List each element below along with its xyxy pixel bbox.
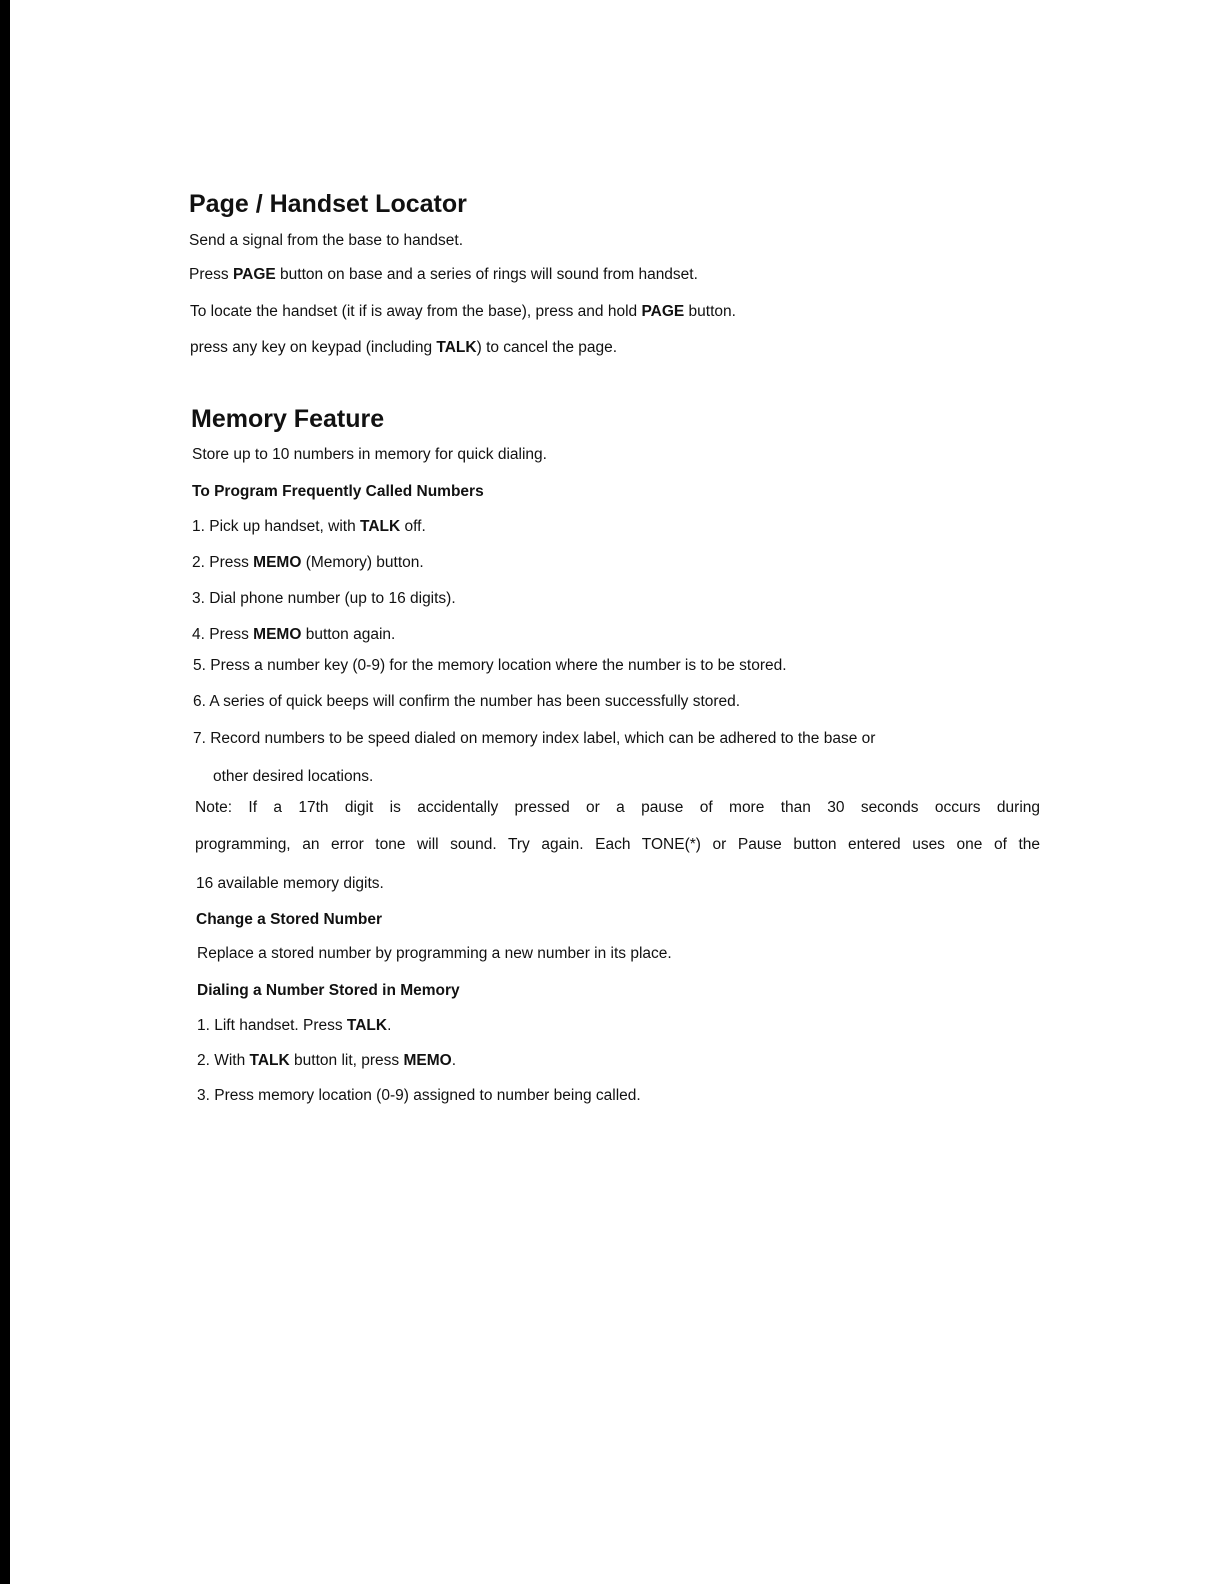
page-locator-line-4: press any key on keypad (including TALK) to cancel the page. [190, 339, 618, 356]
subheading-program-numbers: To Program Frequently Called Numbers [192, 483, 484, 500]
program-step-5: 5. Press a number key (0-9) for the memory location where the number is to be stored. [193, 657, 787, 674]
note-line-2: programming, an error tone will sound. Try again. Each TONE(*) or Pause button entered uses one of the [195, 836, 1040, 853]
program-step-3: 3. Dial phone number (up to 16 digits). [192, 590, 456, 607]
subheading-change-number: Change a Stored Number [196, 911, 383, 928]
page-locator-line-1: Send a signal from the base to handset. [189, 232, 464, 249]
dial-step-1: 1. Lift handset. Press TALK. [197, 1017, 392, 1034]
program-step-4: 4. Press MEMO button again. [192, 626, 396, 643]
change-number-text: Replace a stored number by programming a new number in its place. [197, 945, 672, 962]
program-step-6: 6. A series of quick beeps will confirm the number has been successfully stored. [193, 693, 741, 710]
note-line-1: Note: If a 17th digit is accidentally pressed or a pause of more than 30 seconds occurs during [195, 799, 1040, 816]
section-title-page-locator: Page / Handset Locator [189, 190, 467, 218]
program-step-7: 7. Record numbers to be speed dialed on memory index label, which can be adhered to the base or [193, 730, 876, 747]
program-step-1: 1. Pick up handset, with TALK off. [192, 518, 426, 535]
page-locator-line-3: To locate the handset (it if is away from the base), press and hold PAGE button. [190, 303, 736, 320]
program-step-2: 2. Press MEMO (Memory) button. [192, 554, 424, 571]
dial-step-2: 2. With TALK button lit, press MEMO. [197, 1052, 456, 1069]
program-step-7-continued: other desired locations. [213, 768, 374, 785]
page-locator-line-2: Press PAGE button on base and a series of rings will sound from handset. [189, 266, 698, 283]
dial-step-3: 3. Press memory location (0-9) assigned to number being called. [197, 1087, 641, 1104]
note-line-3: 16 available memory digits. [196, 875, 384, 892]
memory-intro: Store up to 10 numbers in memory for quick dialing. [192, 446, 547, 463]
subheading-dialing-stored: Dialing a Number Stored in Memory [197, 982, 460, 999]
section-title-memory-feature: Memory Feature [191, 405, 385, 433]
